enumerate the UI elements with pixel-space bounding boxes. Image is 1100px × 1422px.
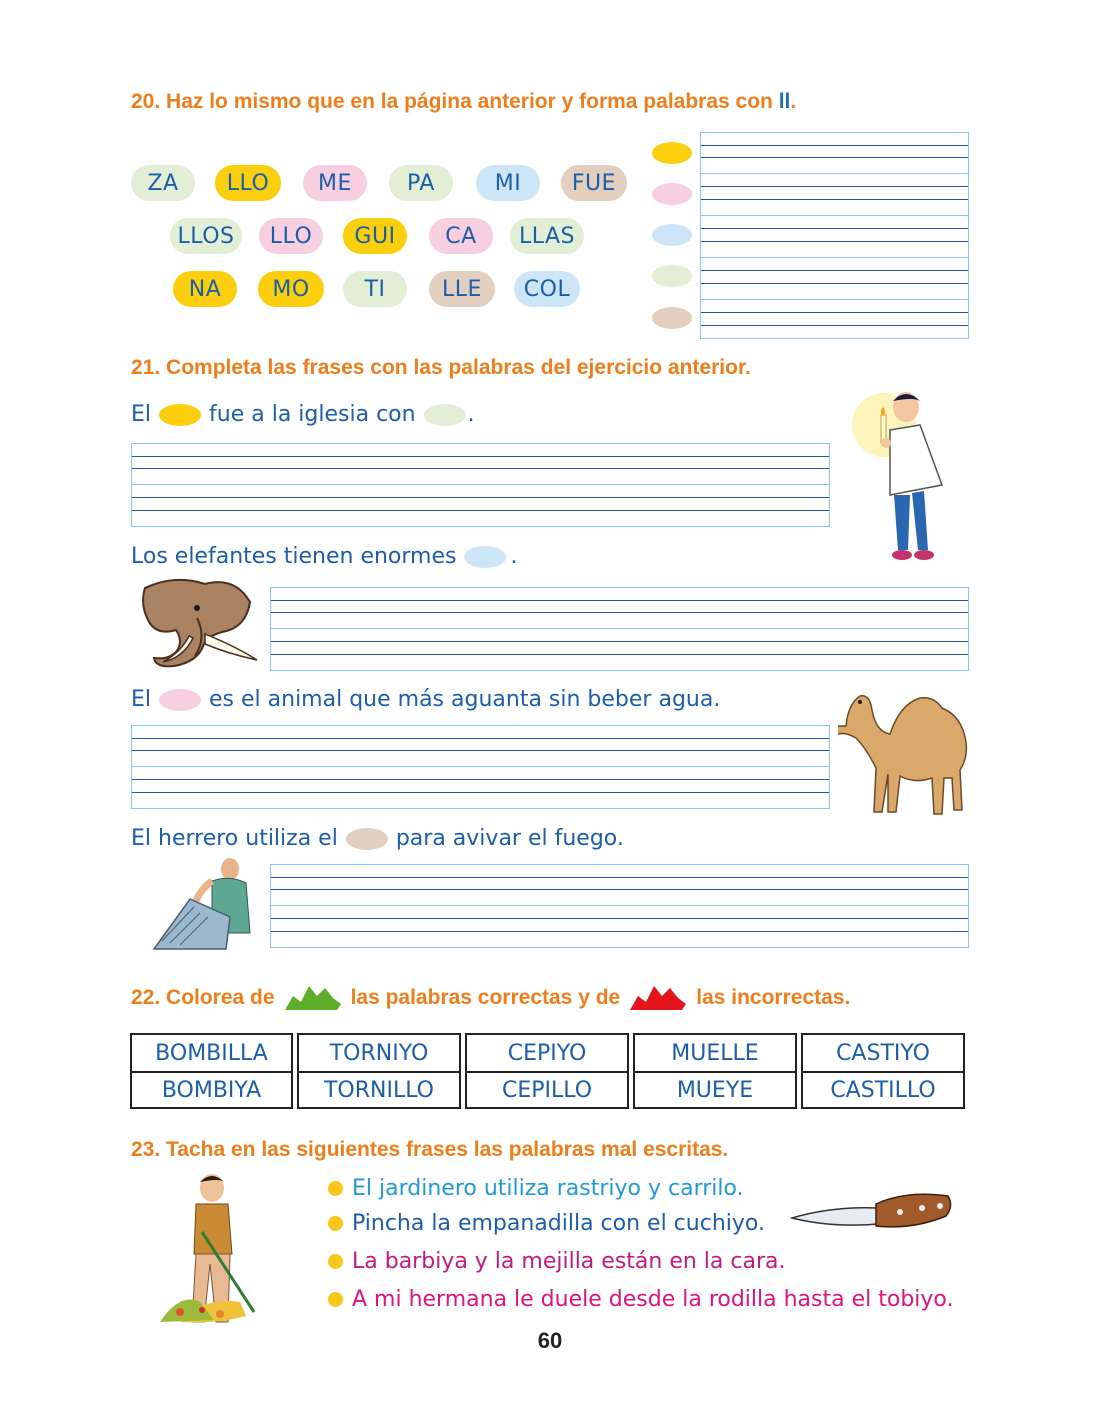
exercise-21-text: 21. Completa las frases con las palabras del ejercicio anterior.	[131, 356, 751, 379]
sentence-2	[131, 544, 517, 569]
word-cell[interactable]: MUELLE	[671, 1040, 759, 1066]
sentence-1	[131, 402, 475, 427]
sentence-text: .	[510, 544, 518, 569]
syllable-pill[interactable]: NA	[173, 271, 237, 307]
syllable-pill[interactable]: LLAS	[510, 218, 584, 254]
exercise-20-heading	[131, 90, 796, 114]
bullet-dot	[328, 1216, 343, 1231]
sentence-text: para avivar el fuego.	[395, 826, 624, 851]
exercise-22-text: 22. Colorea de	[131, 986, 275, 1009]
word-cell[interactable]: BOMBIYA	[132, 1071, 291, 1107]
elephant-illustration	[135, 578, 260, 673]
word-column	[297, 1033, 461, 1109]
word-cell[interactable]: CASTILLO	[803, 1071, 963, 1107]
exercise-21-heading	[131, 356, 751, 380]
color-key-brown	[652, 307, 692, 329]
blank-blue	[464, 546, 506, 568]
word-cell[interactable]: TORNILLO	[299, 1071, 459, 1107]
bullet-text[interactable]: El jardinero utiliza rastriyo y carrilo.	[352, 1176, 744, 1201]
writing-area-sentence-3[interactable]	[131, 725, 830, 809]
blacksmith-illustration	[150, 857, 255, 957]
gardener-illustration	[150, 1172, 275, 1332]
word-column	[465, 1033, 629, 1109]
altar-boy-illustration	[850, 385, 945, 570]
color-key-pink	[652, 183, 692, 205]
green-crayon-icon	[283, 982, 343, 1014]
word-column	[633, 1033, 797, 1109]
sentence-text: Los elefantes tienen enormes	[131, 544, 457, 569]
color-key-green	[652, 265, 692, 287]
bullet-dot	[328, 1181, 343, 1196]
syllable-pill[interactable]: PA	[389, 165, 453, 201]
knife-illustration	[790, 1190, 955, 1235]
red-crayon-icon	[628, 982, 688, 1014]
syllable-pill[interactable]: LLE	[429, 271, 495, 307]
writing-area-sentence-2[interactable]	[270, 587, 969, 671]
bullet-sentence-2	[328, 1211, 765, 1236]
word-cell[interactable]: CEPILLO	[467, 1071, 627, 1107]
syllable-pill[interactable]: CA	[429, 218, 493, 254]
syllable-pill[interactable]: MO	[258, 271, 324, 307]
sentence-text: El herrero utiliza el	[131, 826, 338, 851]
syllable-pill[interactable]: LLO	[259, 218, 323, 254]
syllable-pill[interactable]: ZA	[131, 165, 195, 201]
word-cell[interactable]: TORNIYO	[329, 1040, 429, 1066]
sentence-text: El	[131, 402, 152, 427]
exercise-22-heading	[131, 982, 850, 1014]
exercise-20-period: .	[790, 90, 797, 113]
word-cell[interactable]: MUEYE	[635, 1071, 795, 1107]
sentence-text: .	[467, 402, 475, 427]
bullet-dot	[328, 1292, 343, 1307]
syllable-pill[interactable]: COL	[514, 271, 580, 307]
word-cell[interactable]: BOMBILLA	[155, 1040, 268, 1066]
exercise-23-heading	[131, 1138, 728, 1162]
word-cell[interactable]: CEPIYO	[507, 1040, 587, 1066]
bullet-text[interactable]: A mi hermana le duele desde la rodilla hasta el tobiyo.	[352, 1287, 954, 1312]
page-number: 60	[537, 1328, 563, 1353]
blank-green	[424, 404, 466, 426]
sentence-text: es el animal que más aguanta sin beber agua.	[209, 687, 721, 712]
word-table	[130, 1033, 965, 1109]
sentence-4	[131, 826, 624, 851]
sentence-text: fue a la iglesia con	[209, 402, 416, 427]
camel-illustration	[838, 688, 970, 823]
color-key-blue	[652, 224, 692, 246]
writing-area-sentence-4[interactable]	[270, 864, 969, 948]
syllable-pill[interactable]: ME	[303, 165, 367, 201]
syllable-pill[interactable]: LLO	[215, 165, 281, 201]
bullet-sentence-3	[328, 1249, 785, 1274]
writing-area-ex20[interactable]	[700, 132, 969, 339]
bullet-text[interactable]: Pincha la empanadilla con el cuchiyo.	[352, 1211, 765, 1236]
syllable-pill[interactable]: MI	[476, 165, 540, 201]
word-column	[801, 1033, 965, 1109]
syllable-pill[interactable]: LLOS	[170, 218, 242, 254]
syllable-pill[interactable]: FUE	[561, 165, 627, 201]
bullet-sentence-1	[328, 1176, 744, 1201]
sentence-text: El	[131, 687, 152, 712]
bullet-sentence-4	[328, 1287, 954, 1312]
writing-area-sentence-1[interactable]	[131, 443, 830, 527]
color-key-yellow	[652, 142, 692, 164]
blank-pink	[159, 689, 201, 711]
exercise-20-text: 20. Haz lo mismo que en la página anterior y forma palabras con	[131, 90, 779, 113]
word-cell[interactable]: CASTIYO	[836, 1040, 930, 1066]
exercise-22-text: las incorrectas.	[696, 986, 851, 1009]
blank-brown	[346, 828, 388, 850]
blank-yellow	[159, 404, 201, 426]
exercise-22-text: las palabras correctas y de	[350, 986, 621, 1009]
sentence-3	[131, 687, 720, 712]
word-column	[130, 1033, 293, 1109]
bullet-dot	[328, 1254, 343, 1269]
syllable-pill[interactable]: GUI	[343, 218, 407, 254]
bullet-text[interactable]: La barbiya y la mejilla están en la cara.	[352, 1249, 786, 1274]
exercise-20-ll: ll	[778, 90, 791, 113]
syllable-pill[interactable]: TI	[343, 271, 407, 307]
exercise-23-text: 23. Tacha en las siguientes frases las palabras mal escritas.	[131, 1138, 729, 1161]
